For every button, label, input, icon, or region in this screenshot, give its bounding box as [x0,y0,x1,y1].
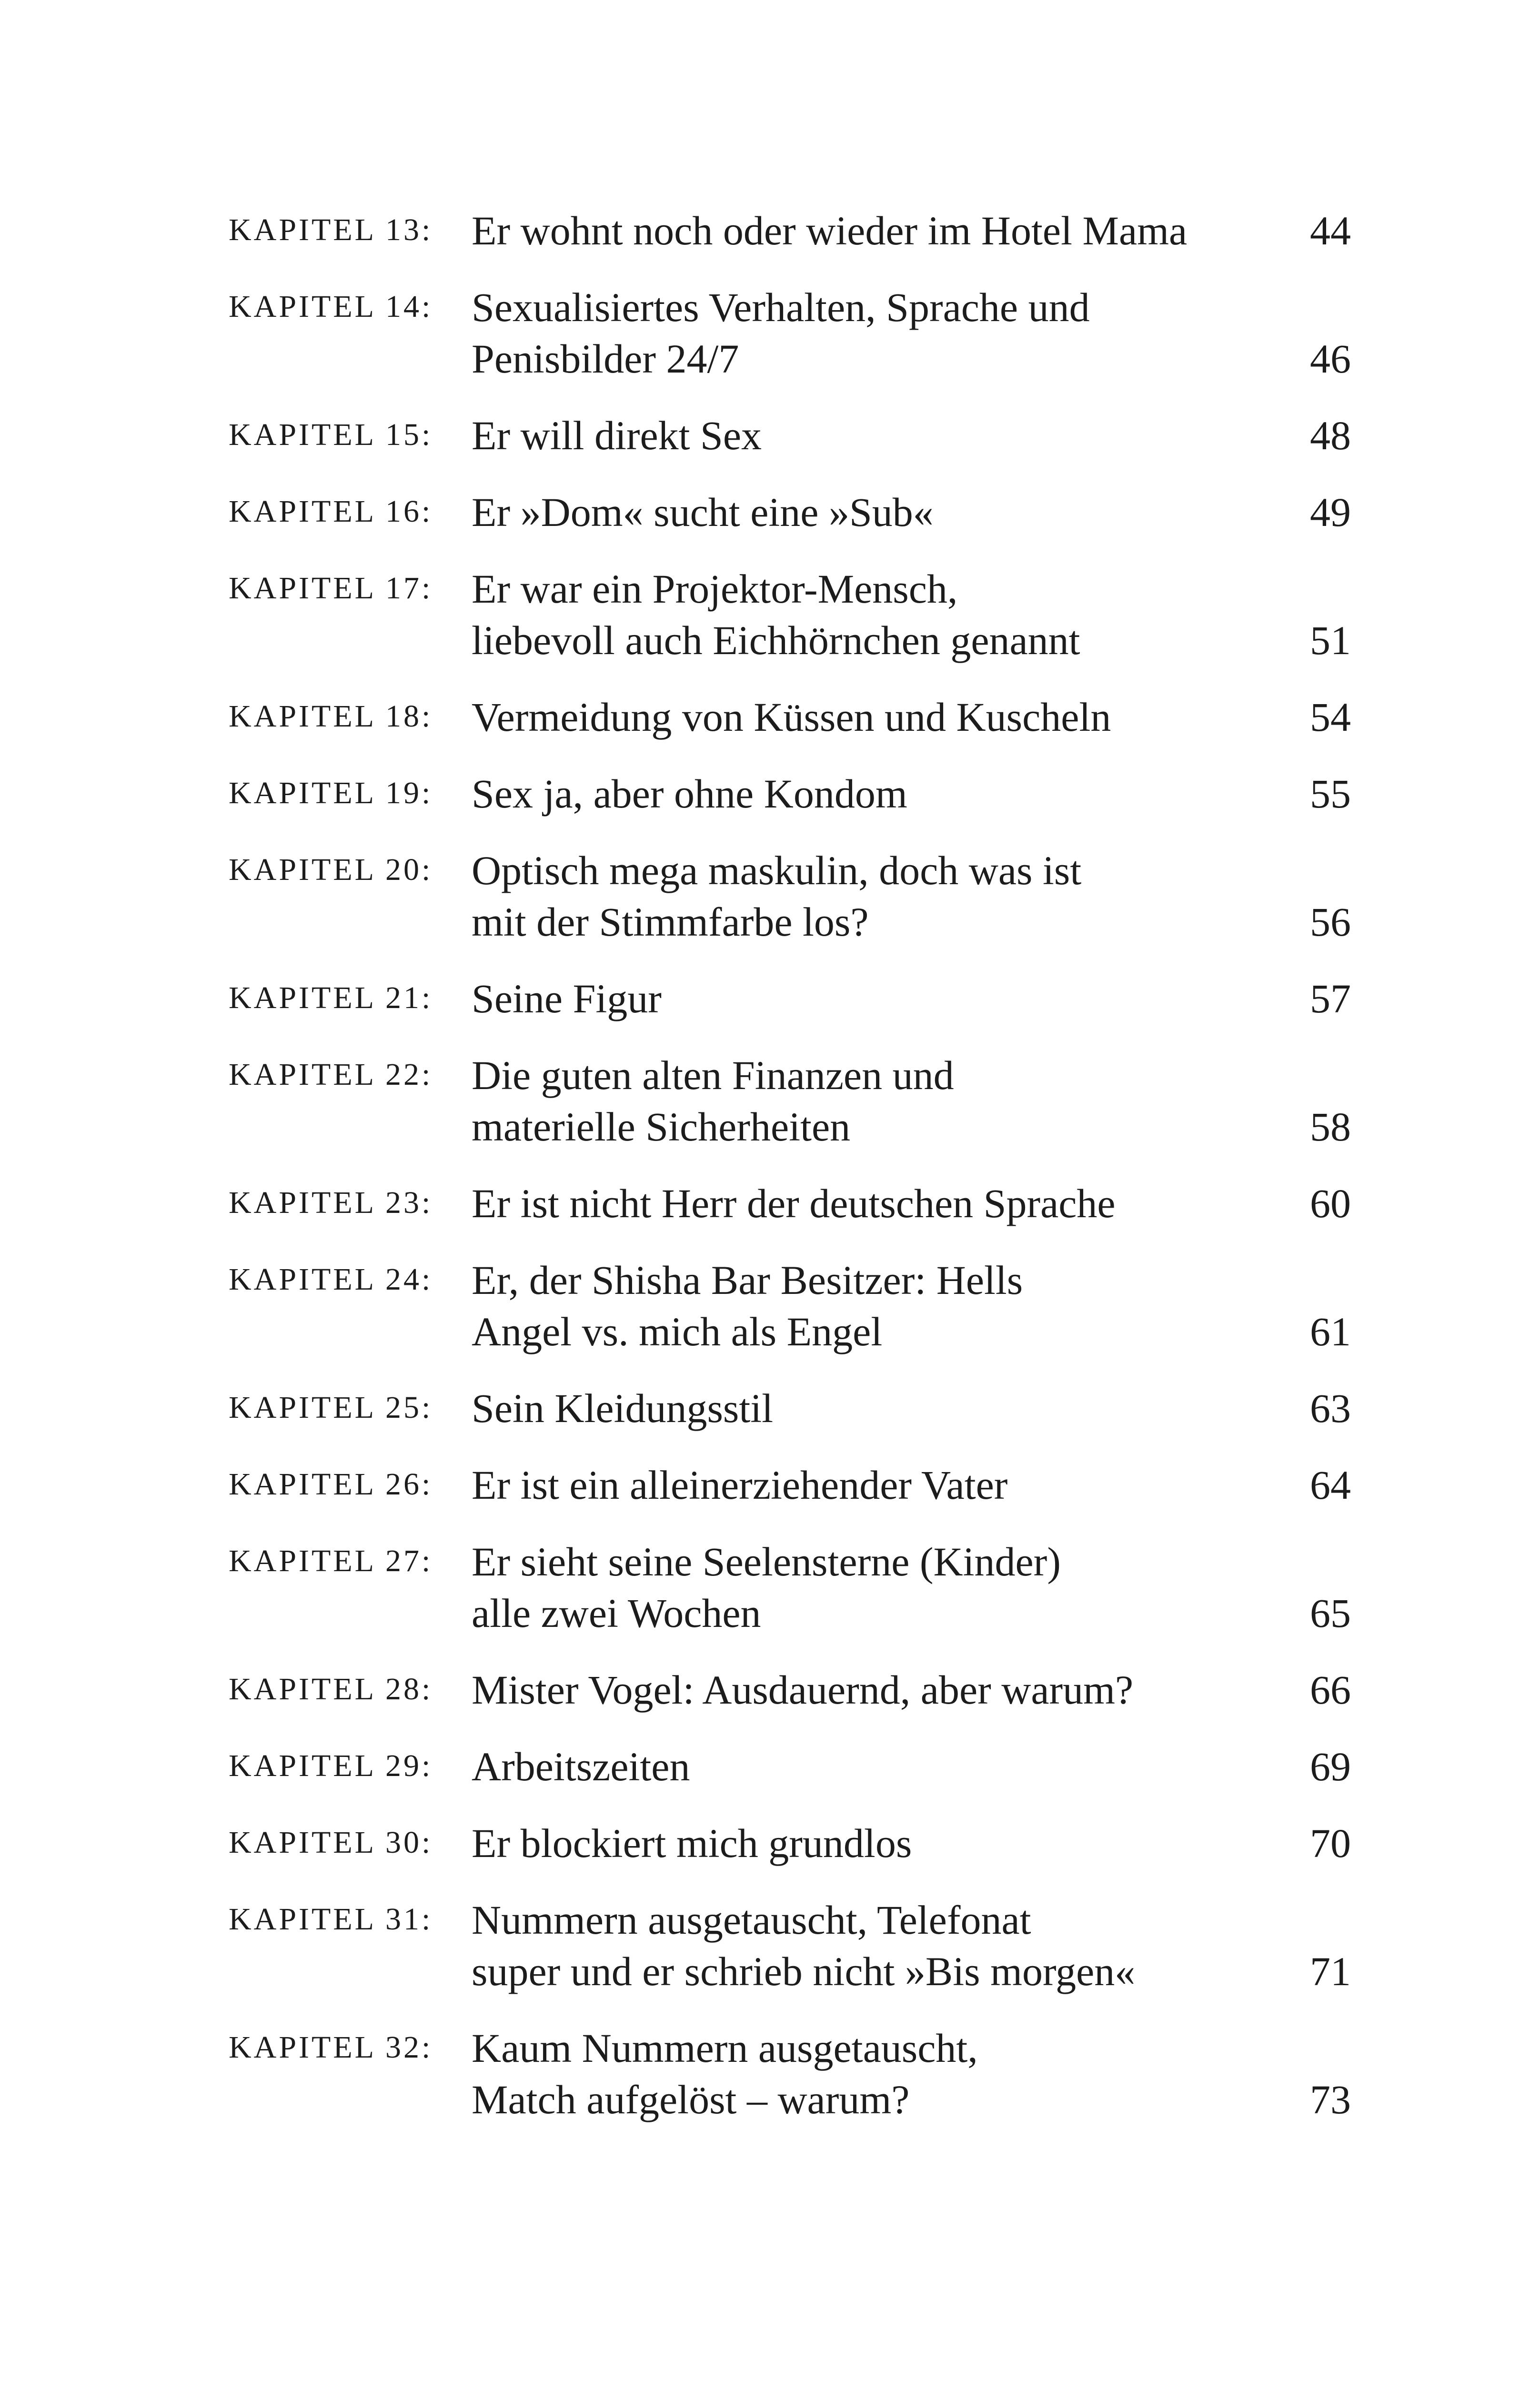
chapter-title-line: super und er schrieb nicht »Bis morgen« [472,1948,1136,1994]
chapter-title [472,1817,1234,1869]
page-number: 48 [1310,413,1351,458]
toc-entry [229,1536,1351,1639]
chapter-label: KAPITEL 32: [229,2030,433,2065]
page-number: 65 [1310,1590,1351,1636]
chapter-label: KAPITEL 25: [229,1390,433,1425]
chapter-title-line: Vermeidung von Küssen und Kuscheln [472,694,1111,740]
chapter-title-line: Angel vs. mich als Engel [472,1309,883,1354]
chapter-title-line: Match aufgelöst – warum? [472,2077,910,2122]
chapter-title [472,205,1234,256]
toc-entry [229,691,1351,743]
toc-entry [229,1254,1351,1357]
page-number: 66 [1310,1667,1351,1713]
chapter-label: KAPITEL 23: [229,1185,433,1220]
chapter-title-line: Seine Figur [472,976,662,1021]
chapter-title-line: Sexualisiertes Verhalten, Sprache und [472,284,1090,330]
toc-entry [229,2022,1351,2125]
toc-entry [229,1664,1351,1716]
chapter-label: KAPITEL 22: [229,1057,433,1092]
page-number: 71 [1310,1948,1351,1994]
page-number: 73 [1310,2077,1351,2122]
toc-entry [229,1178,1351,1229]
chapter-title [472,486,1234,538]
toc-entry [229,1383,1351,1434]
chapter-title [472,973,1234,1024]
chapter-title [472,1254,1234,1357]
chapter-label: KAPITEL 21: [229,980,433,1015]
toc-entry [229,1741,1351,1792]
chapter-title-line: Nummern ausgetauscht, Telefonat [472,1897,1031,1943]
toc-entry [229,410,1351,461]
chapter-label: KAPITEL 15: [229,417,433,452]
chapter-title [472,1536,1234,1639]
chapter-title [472,563,1234,666]
chapter-label: KAPITEL 14: [229,289,433,324]
toc-entry [229,486,1351,538]
chapter-title [472,691,1234,743]
page-number: 57 [1310,976,1351,1021]
chapter-title-line: alle zwei Wochen [472,1590,761,1636]
page-number: 44 [1310,208,1351,253]
page-number: 61 [1310,1309,1351,1354]
chapter-title-line: Er, der Shisha Bar Besitzer: Hells [472,1257,1023,1303]
toc-entry [229,563,1351,666]
chapter-title [472,1050,1234,1152]
page-number: 55 [1310,771,1351,817]
chapter-title [472,1459,1234,1511]
toc-entry [229,973,1351,1024]
page-number: 56 [1310,899,1351,945]
chapter-title-line: Er ist ein alleinerziehender Vater [472,1462,1008,1508]
chapter-title [472,1664,1234,1716]
page-number: 54 [1310,694,1351,740]
page-number: 60 [1310,1181,1351,1226]
table-of-contents [229,205,1351,2150]
toc-entry [229,205,1351,256]
chapter-title-line: materielle Sicherheiten [472,1104,851,1150]
chapter-title [472,1741,1234,1792]
page-number: 58 [1310,1104,1351,1150]
chapter-title-line: Er »Dom« sucht eine »Sub« [472,489,934,535]
chapter-label: KAPITEL 29: [229,1748,433,1783]
chapter-title-line: Kaum Nummern ausgetauscht, [472,2025,978,2071]
chapter-title-line: Er ist nicht Herr der deutschen Sprache [472,1181,1116,1226]
toc-entry [229,845,1351,948]
page-number: 70 [1310,1820,1351,1866]
chapter-title [472,410,1234,461]
toc-entry [229,282,1351,384]
chapter-title-line: Sex ja, aber ohne Kondom [472,771,907,817]
chapter-label: KAPITEL 20: [229,852,433,887]
chapter-label: KAPITEL 17: [229,571,433,606]
chapter-title [472,1383,1234,1434]
chapter-title-line: liebevoll auch Eichhörnchen genannt [472,617,1080,663]
chapter-label: KAPITEL 26: [229,1467,433,1502]
toc-entry [229,1894,1351,1997]
toc-entry [229,1459,1351,1511]
chapter-title-line: Er war ein Projektor-Mensch, [472,566,958,612]
page-number: 63 [1310,1385,1351,1431]
chapter-label: KAPITEL 31: [229,1902,433,1937]
page-number: 46 [1310,336,1351,382]
chapter-title [472,282,1234,384]
chapter-title [472,2022,1234,2125]
page-number: 64 [1310,1462,1351,1508]
page-number: 69 [1310,1744,1351,1789]
chapter-title [472,1894,1234,1997]
chapter-label: KAPITEL 27: [229,1544,433,1578]
chapter-title-line: Penisbilder 24/7 [472,336,739,382]
chapter-title-line: Er blockiert mich grundlos [472,1820,912,1866]
chapter-title-line: Die guten alten Finanzen und [472,1052,954,1098]
chapter-title [472,845,1234,948]
toc-entry [229,1050,1351,1152]
page-number: 51 [1310,617,1351,663]
chapter-title-line: Sein Kleidungsstil [472,1385,774,1431]
chapter-label: KAPITEL 16: [229,494,433,529]
chapter-label: KAPITEL 13: [229,212,433,247]
chapter-label: KAPITEL 24: [229,1262,433,1297]
chapter-label: KAPITEL 19: [229,776,433,810]
chapter-title-line: Er sieht seine Seelensterne (Kinder) [472,1539,1061,1585]
chapter-label: KAPITEL 28: [229,1672,433,1706]
page-number: 49 [1310,489,1351,535]
toc-entry [229,1817,1351,1869]
chapter-title [472,1178,1234,1229]
chapter-label: KAPITEL 18: [229,699,433,734]
chapter-title-line: Er wohnt noch oder wieder im Hotel Mama [472,208,1188,253]
chapter-title-line: Arbeitszeiten [472,1744,690,1789]
chapter-label: KAPITEL 30: [229,1825,433,1860]
chapter-title-line: Optisch mega maskulin, doch was ist [472,848,1082,893]
chapter-title-line: mit der Stimmfarbe los? [472,899,869,945]
chapter-title-line: Mister Vogel: Ausdauernd, aber warum? [472,1667,1134,1713]
chapter-title-line: Er will direkt Sex [472,413,762,458]
chapter-title [472,768,1234,819]
toc-entry [229,768,1351,819]
